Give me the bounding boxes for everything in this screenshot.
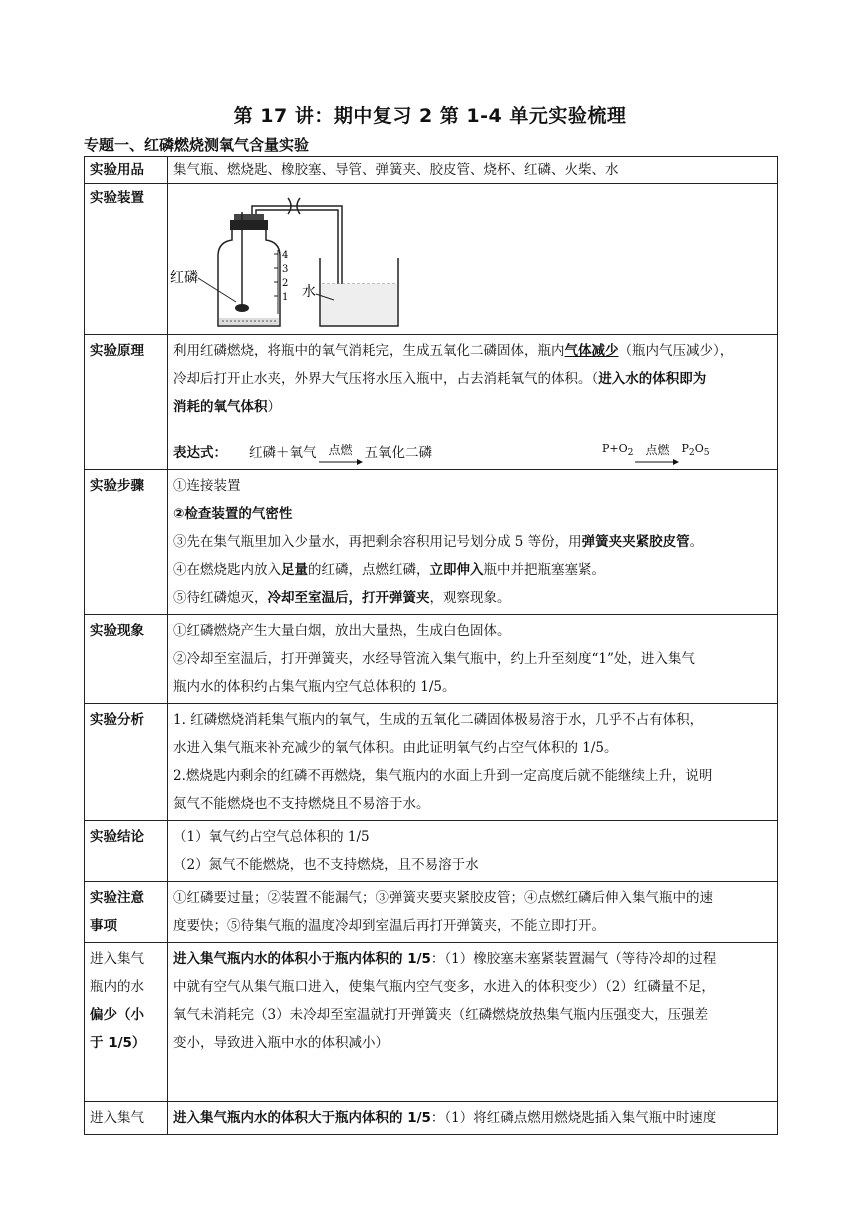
principle-text: （瓶内气压减少）， bbox=[618, 343, 734, 359]
row-label bbox=[85, 943, 168, 1102]
note-item: ①红磷要过量；②装置不能漏气；③弹簧夹要夹紧胶皮管；④点燃红磷后伸入集气瓶中的速 bbox=[173, 890, 713, 907]
row-label: 进入集气 bbox=[85, 1102, 168, 1135]
table-row-principle bbox=[85, 335, 778, 470]
experiment-table bbox=[84, 156, 778, 1135]
principle-text: ） bbox=[267, 399, 281, 415]
cause-item: 氧气未消耗完（3）未冷却至室温就打开弹簧夹（红磷燃烧放热集气瓶内压强变大，压强差 bbox=[173, 1007, 709, 1024]
step-item: ⑤待红磷熄灭，冷却至室温后，打开弹簧夹，观察现象。 bbox=[173, 590, 511, 607]
step-item: ①连接装置 bbox=[173, 478, 241, 495]
section-heading: 专题一、红磷燃烧测氧气含量实验 bbox=[84, 136, 310, 154]
table-row-conclusion bbox=[85, 821, 778, 882]
analysis-item: 水进入集气瓶来补充减少的氧气体积。由此证明氧气约占空气体积的 1/5。 bbox=[173, 740, 618, 757]
cause-item: 变小，导致进入瓶中水的体积减小） bbox=[173, 1035, 389, 1052]
principle-bold: 气体减少 bbox=[564, 343, 619, 359]
row-label-line: 瓶内的水 bbox=[90, 979, 144, 996]
reaction-condition: 点燃 bbox=[645, 443, 670, 458]
row-label: 实验分析 bbox=[85, 704, 168, 821]
phenomenon-item: ②冷却至室温后，打开弹簧夹，水经导管流入集气瓶中，约上升至刻度“1”处，进入集气 bbox=[173, 651, 695, 668]
steps-cell bbox=[168, 470, 778, 615]
row-label: 实验用品 bbox=[85, 157, 168, 184]
more-water-cell bbox=[168, 1102, 778, 1135]
principle-text: 利用红磷燃烧，将瓶中的氧气消耗完，生成五氧化二磷固体，瓶内 bbox=[173, 343, 565, 359]
notes-cell bbox=[168, 882, 778, 943]
cause-item: 进入集气瓶内水的体积大于瓶内体积的 1/5：（1）将红磷点燃用燃烧匙插入集气瓶中时速度 bbox=[173, 1110, 717, 1127]
row-label-line: 偏少（小 bbox=[90, 1007, 144, 1024]
scale-mark: 1 bbox=[282, 292, 289, 303]
phenomena-cell bbox=[168, 615, 778, 704]
water-label: 水 bbox=[302, 284, 316, 300]
row-label-line: 实验注意 bbox=[90, 890, 144, 907]
row-label: 实验现象 bbox=[85, 615, 168, 704]
row-label-line: 进入集气 bbox=[90, 951, 144, 968]
table-row-materials bbox=[85, 157, 778, 184]
table-row-phenomena bbox=[85, 615, 778, 704]
equation-products: 五氧化二磷 bbox=[364, 445, 432, 462]
red-phosphorus-label: 红磷 bbox=[170, 270, 198, 286]
reaction-arrow bbox=[319, 443, 363, 467]
equation-label: 表达式： bbox=[173, 445, 227, 462]
analysis-item: 2.燃烧匙内剩余的红磷不再燃烧，集气瓶内的水面上升到一定高度后就不能继续上升，说明 bbox=[173, 768, 713, 785]
less-water-cell bbox=[168, 943, 778, 1102]
conclusion-item: （1）氧气约占空气总体积的 1/5 bbox=[173, 829, 370, 846]
table-row-apparatus bbox=[85, 184, 778, 335]
reaction-condition: 点燃 bbox=[328, 443, 353, 458]
principle-text: 冷却后打开止水夹，外界大气压将水压入瓶中，占去消耗氧气的体积。（ bbox=[173, 371, 599, 387]
analysis-item: 1. 红磷燃烧消耗集气瓶内的氧气，生成的五氧化二磷固体极易溶于水，几乎不占有体积， bbox=[173, 712, 704, 729]
cause-item: 进入集气瓶内水的体积小于瓶内体积的 1/5：（1）橡胶塞未塞紧装置漏气（等待冷却的过程 bbox=[173, 951, 717, 968]
step-item: ③先在集气瓶里加入少量水，再把剩余容积用记号划分成 5 等份，用弹簧夹夹紧胶皮管。 bbox=[173, 534, 704, 551]
analysis-item: 氮气不能燃烧也不支持燃烧且不易溶于水。 bbox=[173, 796, 430, 813]
row-label: 实验结论 bbox=[85, 821, 168, 882]
phenomenon-item: ①红磷燃烧产生大量白烟，放出大量热，生成白色固体。 bbox=[173, 623, 511, 640]
row-label-line: 于 1/5） bbox=[90, 1035, 146, 1052]
equation-reactants: 红磷＋氧气 bbox=[249, 445, 317, 462]
principle-bold: 进入水的体积即为 bbox=[598, 371, 707, 387]
table-row-analysis bbox=[85, 704, 778, 821]
formula-reactants: $P+O_2$ bbox=[602, 442, 634, 459]
table-row-steps bbox=[85, 470, 778, 615]
table-row-less-water bbox=[85, 943, 778, 1102]
table-row-notes bbox=[85, 882, 778, 943]
note-item: 度要快；⑤待集气瓶的温度冷却到室温后再打开弹簧夹，不能立即打开。 bbox=[173, 918, 605, 935]
scale-mark: 4 bbox=[282, 250, 289, 261]
formula-products: $P_2O_5$ bbox=[681, 442, 710, 459]
row-label: 实验装置 bbox=[85, 184, 168, 335]
principle-bold: 消耗的氧气体积 bbox=[173, 399, 268, 415]
row-label: 实验步骤 bbox=[85, 470, 168, 615]
conclusion-cell bbox=[168, 821, 778, 882]
analysis-cell bbox=[168, 704, 778, 821]
scale-mark: 2 bbox=[282, 278, 289, 289]
row-label: 实验原理 bbox=[85, 335, 168, 470]
phenomenon-item: 瓶内水的体积约占集气瓶内空气总体积的 1/5。 bbox=[173, 679, 456, 696]
page-title: 第 17 讲：期中复习 2 第 1-4 单元实验梳理 bbox=[233, 105, 627, 127]
scale-mark: 3 bbox=[282, 264, 289, 275]
row-label bbox=[85, 882, 168, 943]
step-item: ②检查装置的气密性 bbox=[173, 506, 293, 523]
formula-arrow bbox=[635, 443, 679, 467]
table-row-more-water bbox=[85, 1102, 778, 1135]
apparatus-diagram bbox=[170, 184, 410, 334]
materials-text: 集气瓶、燃烧匙、橡胶塞、导管、弹簧夹、胶皮管、烧杯、红磷、火柴、水 bbox=[168, 157, 778, 184]
equation-line bbox=[173, 429, 772, 467]
step-item: ④在燃烧匙内放入足量的红磷，点燃红磷，立即伸入瓶中并把瓶塞塞紧。 bbox=[173, 562, 605, 579]
conclusion-item: （2）氮气不能燃烧，也不支持燃烧，且不易溶于水 bbox=[173, 857, 479, 874]
row-label-line: 事项 bbox=[90, 918, 117, 935]
cause-item: 中就有空气从集气瓶口进入，使集气瓶内空气变多，水进入的体积变少）（2）红磷量不足， bbox=[173, 979, 715, 996]
principle-cell bbox=[168, 335, 778, 470]
